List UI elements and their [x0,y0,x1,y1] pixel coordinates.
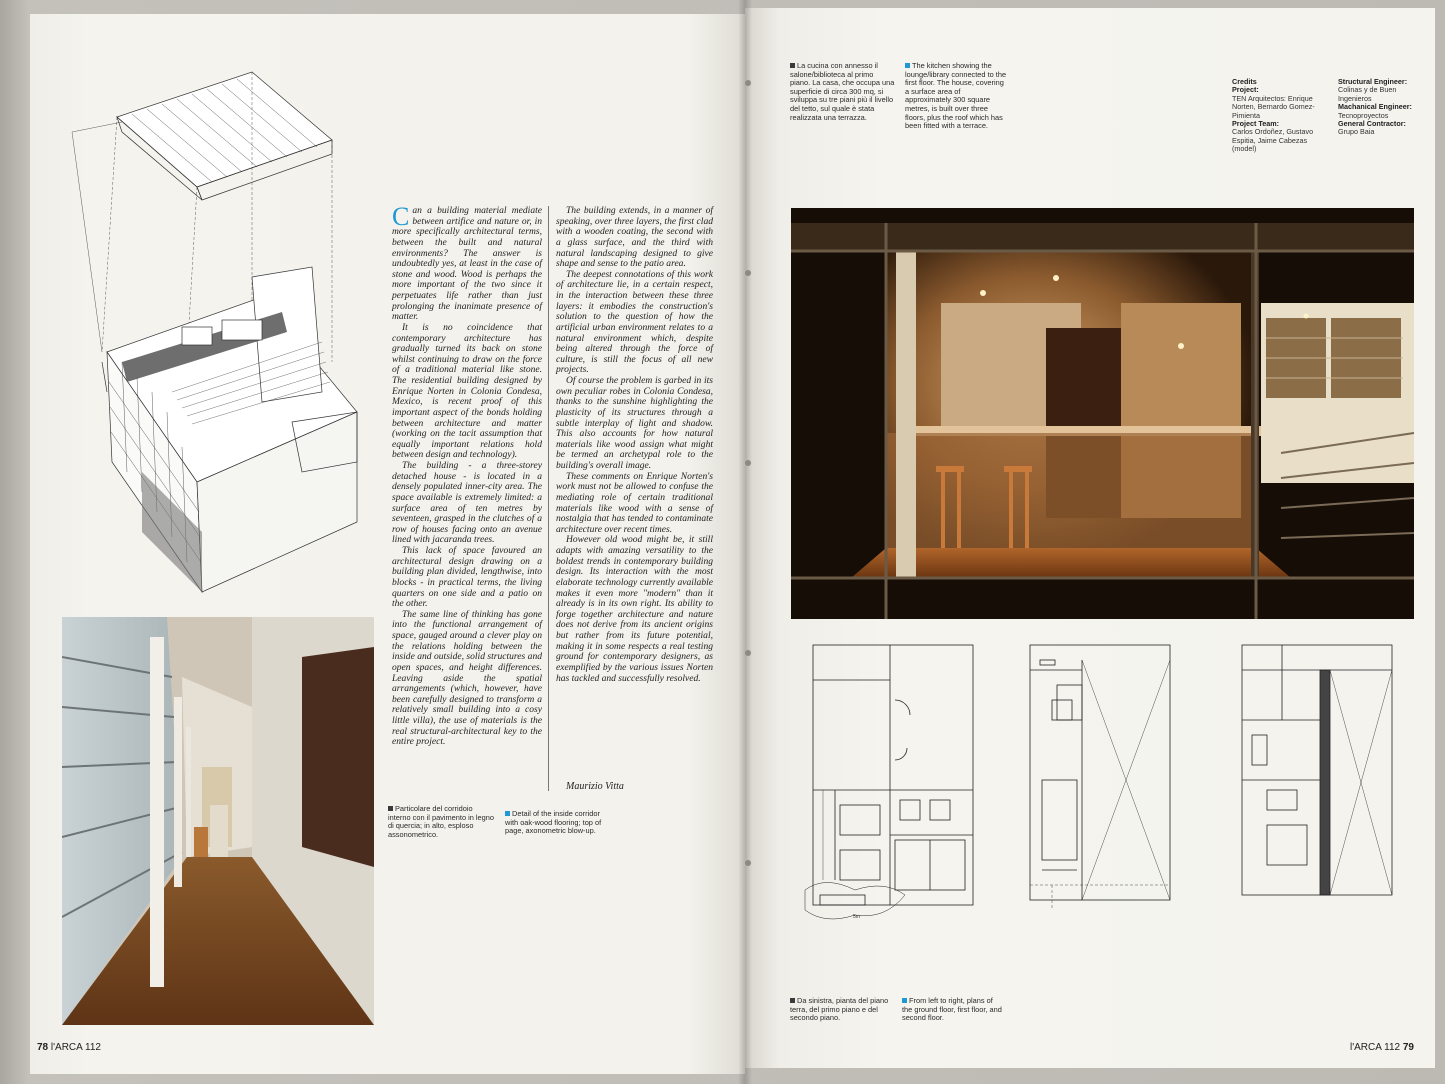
corridor-photo [62,617,374,1025]
page-number-left: 78 [37,1042,49,1053]
kitchen-caption-italian: La cucina con annesso il salone/biblioteca al primo piano. La casa, che occupa una superficie di circa 300 mq, si sviluppa su tre piani più il livello del tetto, sul quale è stata realizzata una terrazza. [790,61,895,122]
binding-hole [745,460,751,466]
caption-marker [790,63,795,68]
article-column-2 [556,206,713,684]
second-floor-plan [1232,640,1408,905]
caption-marker [388,806,393,811]
paragraph: an a building material mediate between artifice and nature or, in more specifically architectural terms, between the built and natural environments? The answer is undoubtedly yes, at least in the case of stone and wood. Wood is perhaps the more important of the two since it perpetuates life rather than just prolonging the inanimate presence of matter. [392,205,542,323]
caption-marker [505,811,510,816]
drop-cap: C [392,202,410,231]
caption-marker [790,998,795,1003]
credit-value: Colinas y de Buen Ingenieros [1338,85,1397,103]
credit-value: TEN Arquitectos: Enrique Norten, Bernardo Gomez-Pimienta [1232,93,1315,120]
plan-scale: 5m [853,914,860,920]
page-number-right: 79 [1402,1042,1414,1053]
credit-label: Project: [1232,85,1259,95]
left-folio [37,1042,101,1053]
kitchen-photo [791,208,1414,619]
credits-heading: Credits [1232,77,1257,86]
axonometric-drawing [62,62,377,602]
paragraph: These comments on Enrique Norten's work must not be allowed to confuse the mediating role of certain traditional materials like wood with a sense of nostalgia that has tended to contaminate architecture over recent times. [556,470,713,535]
author-signature: Maurizio Vitta [566,781,624,792]
binding-hole [745,270,751,276]
paragraph: Of course the problem is garbed in its own peculiar robes in Colonia Condesa, thanks to the sunshine highlighting the plasticity of its structures through a subtle interplay of light and shadow. This also accounts for how natural materials like wood assign what might be termed an archetypal role to the building's overall image. [556,375,713,471]
paragraph: The same line of thinking has gone into the functional arrangement of space, gauged around a clever play on the relations holding between the inside and outside, solid structures and open spaces, and height differences. Leaving aside the spatial arrangements (which, however, have been carefully designed to transform a relatively small building into a cosy little villa), the use of materials is the real structural-architectural key to the entire project. [392,608,542,748]
credit-label: Project Team: [1232,119,1279,129]
credit-value: Grupo Baia [1338,127,1375,137]
right-folio [1350,1042,1414,1053]
book-gutter [738,0,752,1084]
plans-caption-english: From left to right, plans of the ground floor, first floor, and second floor. [902,996,1002,1023]
paragraph: The building extends, in a manner of speaking, over three layers, the first clad with a wooden coating, the second with a glass surface, and the third with natural landscaping designed to give shape and sense to the patio area. [556,205,713,270]
credits-block [1232,78,1322,154]
caption-marker [902,998,907,1003]
binding-hole [745,860,751,866]
paragraph: However old wood might be, it still adapts with amazing versatility to the boldest trends in contemporary building design. Its interaction with the most elaborate technology currently available makes it even more "modern" than it already is in its own right. Its ability to forge together architecture and nature does not derive from its ancient origins but rather from its future potential, making it in some respects a real testing ground for contemporary designers, as exemplified by the various issues Norten has tackled and successfully resolved. [556,534,713,684]
magazine-name-left: l'ARCA 112 [50,1042,101,1053]
column-divider [548,206,549,791]
caption-marker [905,63,910,68]
paragraph: The building - a three-storey detached house - is located in a densely populated inner-city area. The space available is extremely limited: a surface area of ten metres by seventeen, grasped in the clutches of a row of houses facing onto an avenue lined with jacaranda trees. [392,460,542,546]
credits-block-2 [1338,78,1428,137]
corridor-caption-italian: Particolare del corridoio interno con il pavimento in legno di quercia; in alto, esploso assonometrico. [388,804,494,839]
ground-floor-plan [795,640,995,922]
article-column-1 [392,202,542,748]
binding-hole [745,80,751,86]
credit-label: Machanical Engineer: [1338,102,1412,112]
credit-label: Structural Engineer: [1338,77,1408,86]
paragraph: This lack of space favoured an architectural design drawing on a building plan divided, lengthwise, into blocks - in practical terms, the living quarters on one side and a patio on the other. [392,545,542,610]
kitchen-caption-english: The kitchen showing the lounge/library connected to the first floor. The house, covering a surface area of approximately 300 square metres, is built over three floors, plus the roof which has been fitted with a terrace. [905,61,1007,131]
plans-caption-italian: Da sinistra, pianta del piano terra, del primo piano e del secondo piano. [790,996,889,1023]
paragraph: It is no coincidence that contemporary architecture has gradually turned its back on stone whilst continuing to draw on the force of a traditional material like stone. The residential building designed by Enrique Norten in Colonia Condesa, Mexico, is recent proof of this important aspect of the bonds holding between architecture and matter (working on the tacit assumption that equally important relations hold between design and technology). [392,321,542,461]
credit-value: Tecnoproyectos [1338,110,1389,120]
magazine-name-right: l'ARCA 112 [1350,1042,1401,1053]
credit-value: Carlos Ordoñez, Gustavo Espitia, Jaime Cabezas (model) [1232,127,1314,154]
credit-label: General Contractor: [1338,119,1406,129]
corridor-caption-english: Detail of the inside corridor with oak-wood flooring; top of page, axonometric blow-up. [505,809,602,836]
first-floor-plan [1012,640,1194,910]
binding-hole [745,650,751,656]
paragraph: The deepest connotations of this work of architecture lie, in a certain respect, in the interaction between these three layers: it embodies the construction's solution to the question of how the artificial urban environment relates to a natural environment which, despite being altered through the force of culture, is still the focus of all new projects. [556,268,713,376]
